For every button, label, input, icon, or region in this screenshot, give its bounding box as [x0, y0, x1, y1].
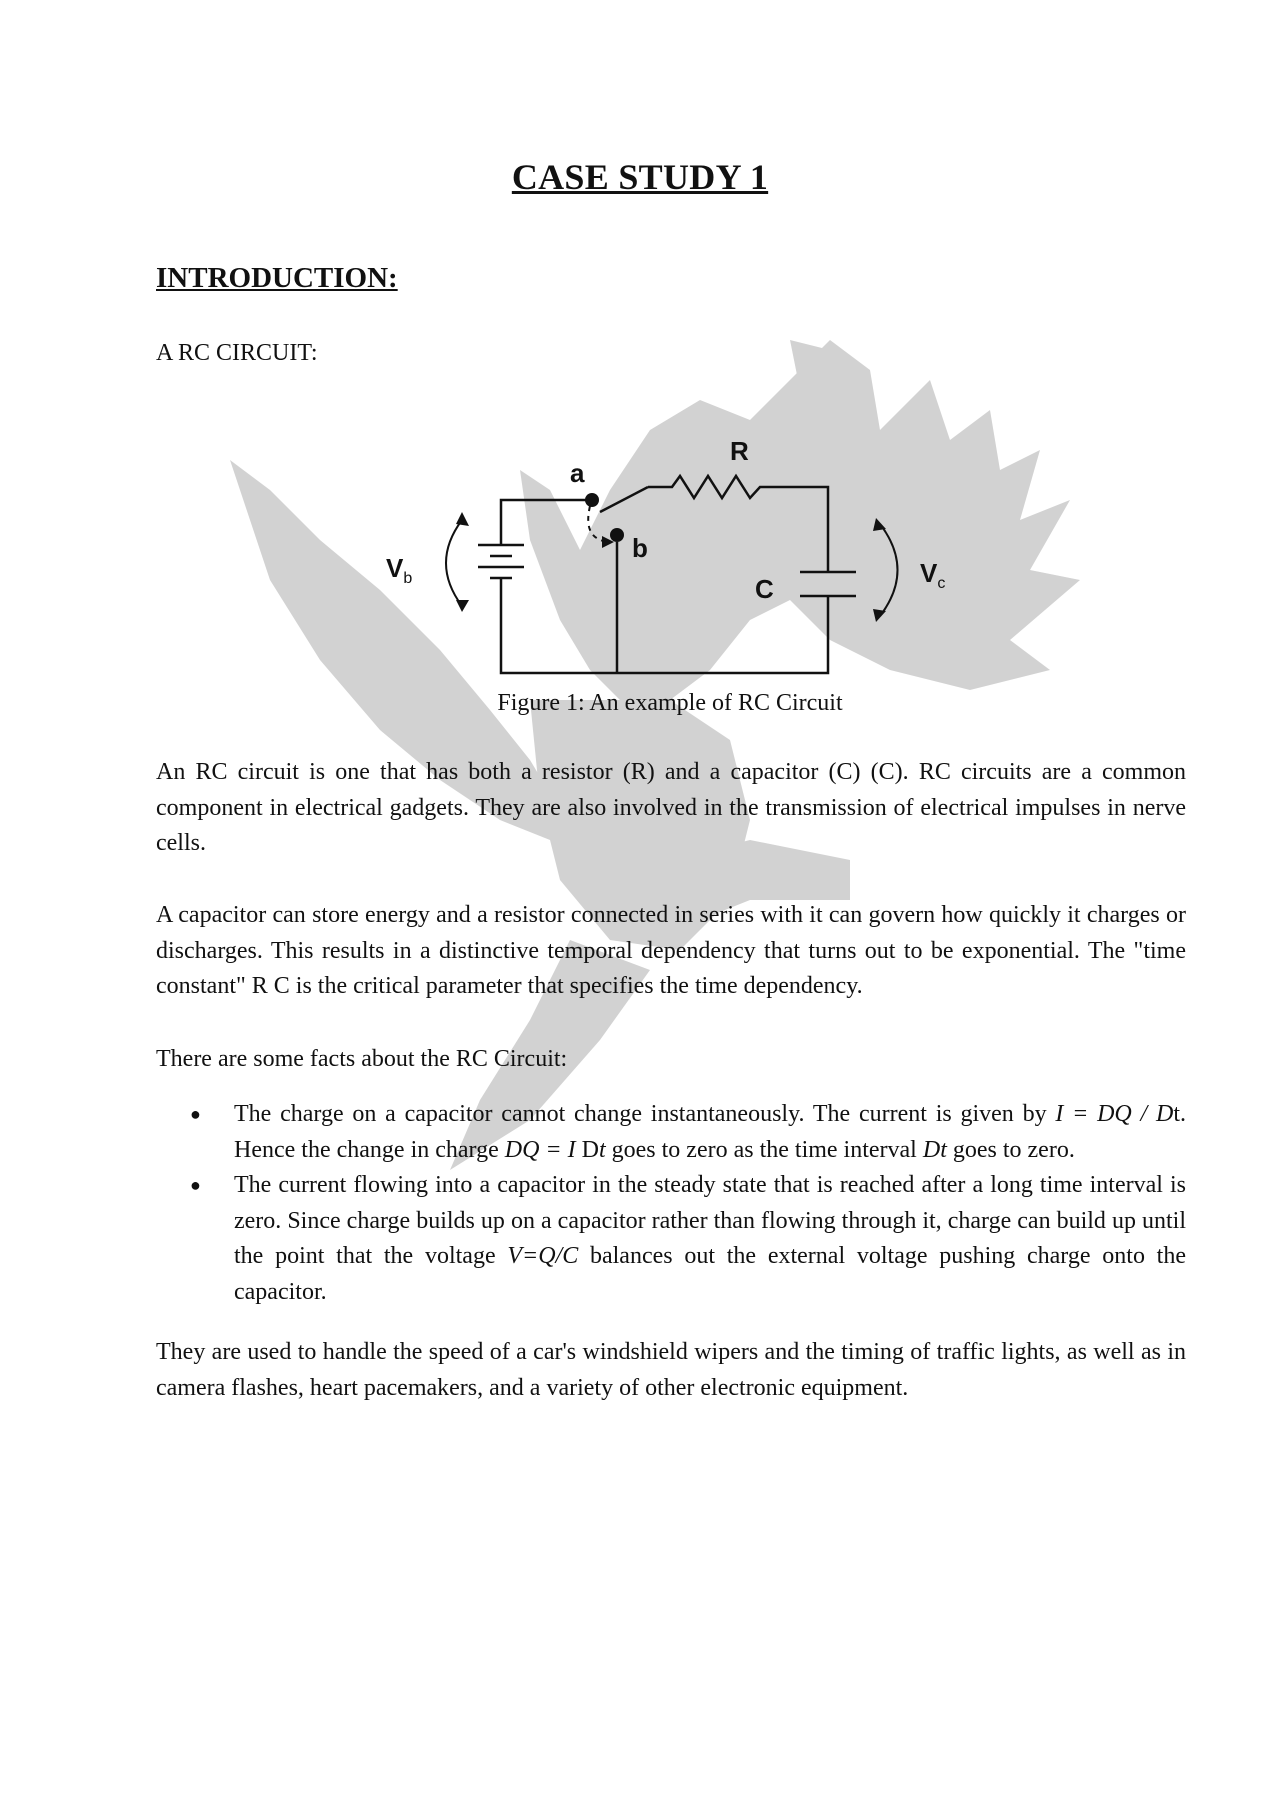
label-vb: $V_b$ — [386, 553, 413, 587]
vb-arrowhead-top — [456, 512, 469, 526]
switch-dashed-path — [588, 506, 610, 542]
vb-arrow — [446, 520, 462, 606]
label-r: R — [730, 436, 749, 466]
rc-circuit-diagram — [370, 436, 970, 685]
subheading-rc-circuit: A RC CIRCUIT: — [156, 340, 318, 366]
label-c: C — [755, 574, 774, 604]
node-a — [585, 493, 599, 507]
label-b: b — [632, 533, 648, 563]
paragraph-applications: They are used to handle the speed of a car's windshield wipers and the timing of traffic lights, as well as in camera flashes, heart pacemakers, and a variety of other electronic equipment. — [156, 1339, 1186, 1401]
vc-arrow — [880, 524, 898, 616]
facts-list — [156, 1097, 1186, 1310]
bullet-icon: ● — [190, 1175, 201, 1195]
resistor — [648, 476, 828, 572]
bullet-icon: ● — [190, 1104, 201, 1124]
list-item: ● The charge on a capacitor cannot change instantaneously. The current is given by I = DQ / Dt. Hence the change in charge DQ = I Dt goes to zero as the time interval Dt goes to zero. — [156, 1097, 1186, 1168]
section-heading-introduction: INTRODUCTION: — [156, 262, 398, 294]
wire-left-top — [501, 500, 590, 545]
switch-arm — [600, 487, 648, 512]
list-item: ● The current flowing into a capacitor in the steady state that is reached after a long time interval is zero. Since charge builds up on a capacitor rather than flowing through it, charge can build up until the point that the voltage V=Q/C balances out the external voltage pushing charge onto the capacitor. — [156, 1168, 1186, 1310]
label-a: a — [570, 458, 585, 488]
document-title: CASE STUDY 1 — [511, 157, 769, 197]
vc-arrowhead-top — [873, 518, 886, 531]
vc-arrowhead-bottom — [873, 609, 886, 622]
paragraph-rc-definition: An RC circuit is one that has both a resistor (R) and a capacitor (C) (C). RC circuits are a common component in electrical gadgets. They are also involved in the transmission of electrical impulses in nerve cells. — [156, 759, 1186, 856]
node-b — [610, 528, 624, 542]
wire-bottom — [501, 578, 828, 673]
vb-arrowhead-bottom — [456, 600, 469, 612]
label-vc: $V_c$ — [920, 558, 946, 592]
paragraph-facts-intro: There are some facts about the RC Circuit: — [156, 1046, 568, 1072]
figure-caption: Figure 1: An example of RC Circuit — [497, 690, 843, 716]
paragraph-capacitor-resistor: A capacitor can store energy and a resistor connected in series with it can govern how quickly it charges or discharges. This results in a distinctive temporal dependency that turns out to be exponential. The "time constant" R C is the critical parameter that specifies the time dependency. — [156, 902, 1186, 999]
